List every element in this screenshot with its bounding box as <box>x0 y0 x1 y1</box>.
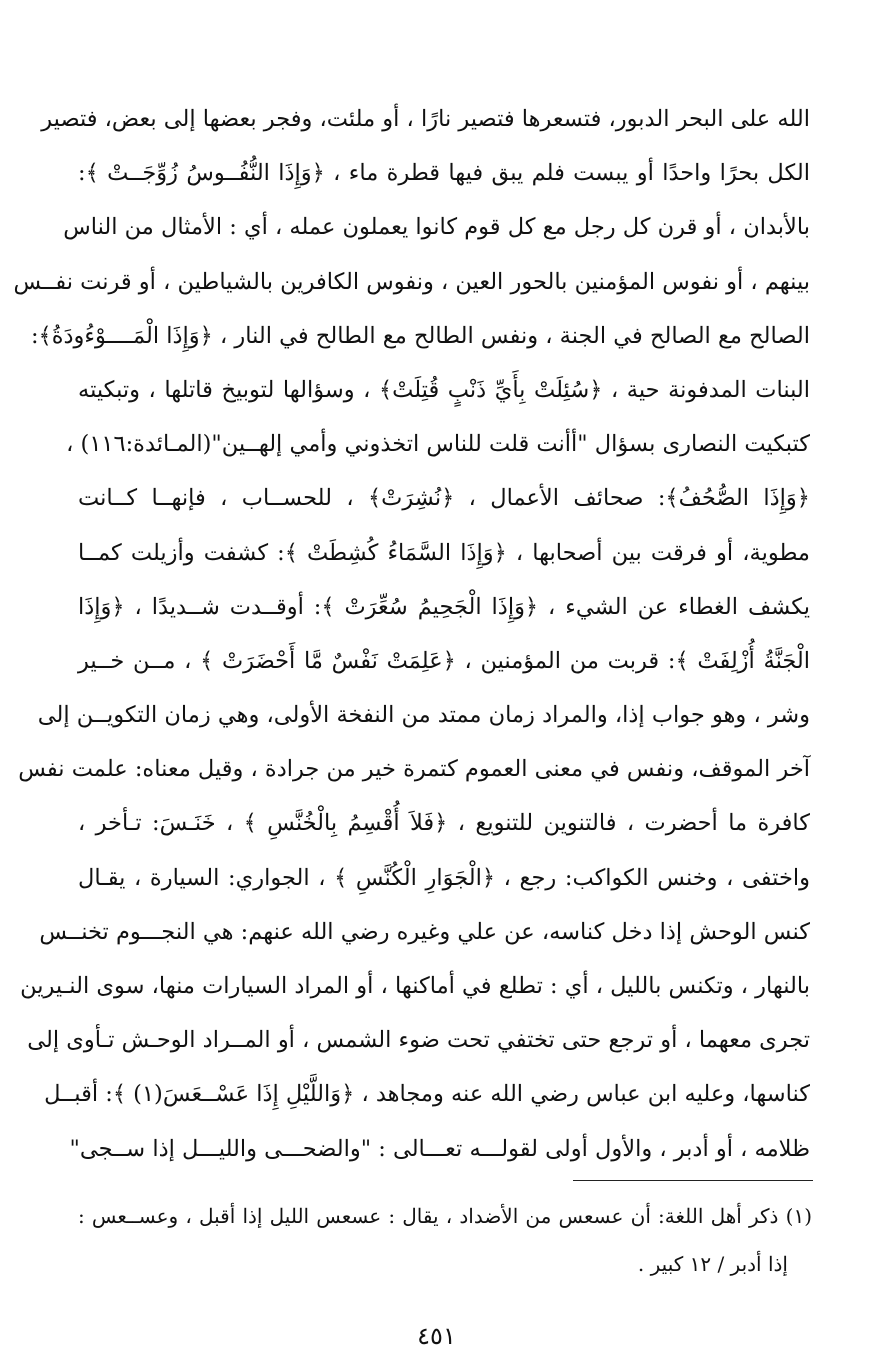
main-text <box>13 92 810 1176</box>
text-line: بالنهار ، وتكنس بالليل ، أي : تطلع في أماكنها ، أو المراد السيارات منها، سوى النـيرين <box>20 973 810 999</box>
text-line: كناسها، وعليه ابن عباس رضي الله عنه ومجاهد ، ﴿وَاللَّيْلِ إِذَا عَسْــعَسَ(١) ﴾: أقبــل <box>44 1081 810 1108</box>
text-line: كافرة ما أحضرت ، فالتنوين للتنويع ، ﴿فَلاَ أُقْسِمُ بِالْخُنَّسِ ﴾ ، خَنَـسَ: تـأخر ، <box>78 810 810 837</box>
text-line: ظلامه ، أو أدبر ، والأول أولى لقولـــه تعـــالى : "والضحـــى والليـــل إذا ســجى" <box>69 1135 810 1162</box>
text-line: الصالح مع الصالح في الجنة ، ونفس الطالح مع الطالح في النار ، ﴿وَإِذَا الْمَــــوْءُودَةُ﴾: <box>30 322 810 349</box>
text-line: الله على البحر الدبور، فتسعرها فتصير نارًا ، أو ملئت، وفجر بعضها إلى بعض، فتصير <box>41 106 810 132</box>
footnote-divider <box>573 1180 813 1181</box>
text-line: البنات المدفونة حية ، ﴿سُئِلَتْ بِأَيِّ ذَنْبٍ قُتِلَتْ﴾ ، وسؤالها لتوبيخ قاتلها ، وتبكيته <box>78 376 810 403</box>
text-line: واختفى ، وخنس الكواكب: رجع ، ﴿الْجَوَارِ الْكُنَّسِ ﴾ ، الجواري: السيارة ، يقـال <box>78 864 810 891</box>
text-line: آخر الموقف، ونفس في معنى العموم كتمرة خير من جرادة ، وقيل معناه: علمت نفس <box>18 756 810 783</box>
text-line: مطوية، أو فرقت بين أصحابها ، ﴿وَإِذَا السَّمَاءُ كُشِطَتْ ﴾: كشفت وأزيلت كمــا <box>78 539 810 566</box>
text-line: الكل بحرًا واحدًا أو يبست فلم يبق فيها قطرة ماء ، ﴿وَإِذَا النُّفُــوسُ زُوِّجَــتْ ﴾: <box>78 160 810 187</box>
page-number: ٤٥١ <box>417 1322 456 1350</box>
text-line: الْجَنَّةُ أُزْلِفَتْ ﴾: قربت من المؤمنين ، ﴿عَلِمَتْ نَفْسٌ مَّا أَحْضَرَتْ ﴾ ، مــن خــير <box>78 647 810 674</box>
footnote-line: (١) ذكر أهل اللغة: أن عسعس من الأضداد ، يقال : عسعس الليل إذا أقبل ، وعســعس : <box>78 1204 812 1228</box>
text-line: تجرى معهما ، أو ترجع حتى تختفي تحت ضوء الشمس ، أو المــراد الوحـش تـأوى إلى <box>27 1027 810 1054</box>
text-line: يكشف الغطاء عن الشيء ، ﴿وَإِذَا الْجَحِيمُ سُعِّرَتْ ﴾: أوقــدت شــديدًا ، ﴿وَإِذَا <box>78 593 810 620</box>
footnote-line: إذا أدبر / ١٢ كبير . <box>637 1252 788 1276</box>
text-line: ﴿وَإِذَا الصُّحُفُ﴾: صحائف الأعمال ، ﴿نُشِرَتْ﴾ ، للحســاب ، فإنهــا كــانت <box>78 485 810 512</box>
text-line: كتبكيت النصارى بسؤال "أأنت قلت للناس اتخذوني وأمي إلهــين"(المـائدة:١١٦) ، <box>66 431 810 458</box>
footnotes <box>78 1192 812 1288</box>
text-line: وشر ، وهو جواب إذا، والمراد زمان ممتد من النفخة الأولى، وهي زمان التكويــن إلى <box>37 702 810 729</box>
text-line: بالأبدان ، أو قرن كل رجل مع كل قوم كانوا يعملون عمله ، أي : الأمثال من الناس <box>63 214 810 241</box>
text-line: بينهم ، أو نفوس المؤمنين بالحور العين ، ونفوس الكافرين بالشياطين ، أو قرنت نفــس <box>13 268 810 295</box>
text-line: كنس الوحش إذا دخل كناسه، عن علي وغيره رضي الله عنهم: هي النجـــوم تخنــس <box>39 918 810 945</box>
